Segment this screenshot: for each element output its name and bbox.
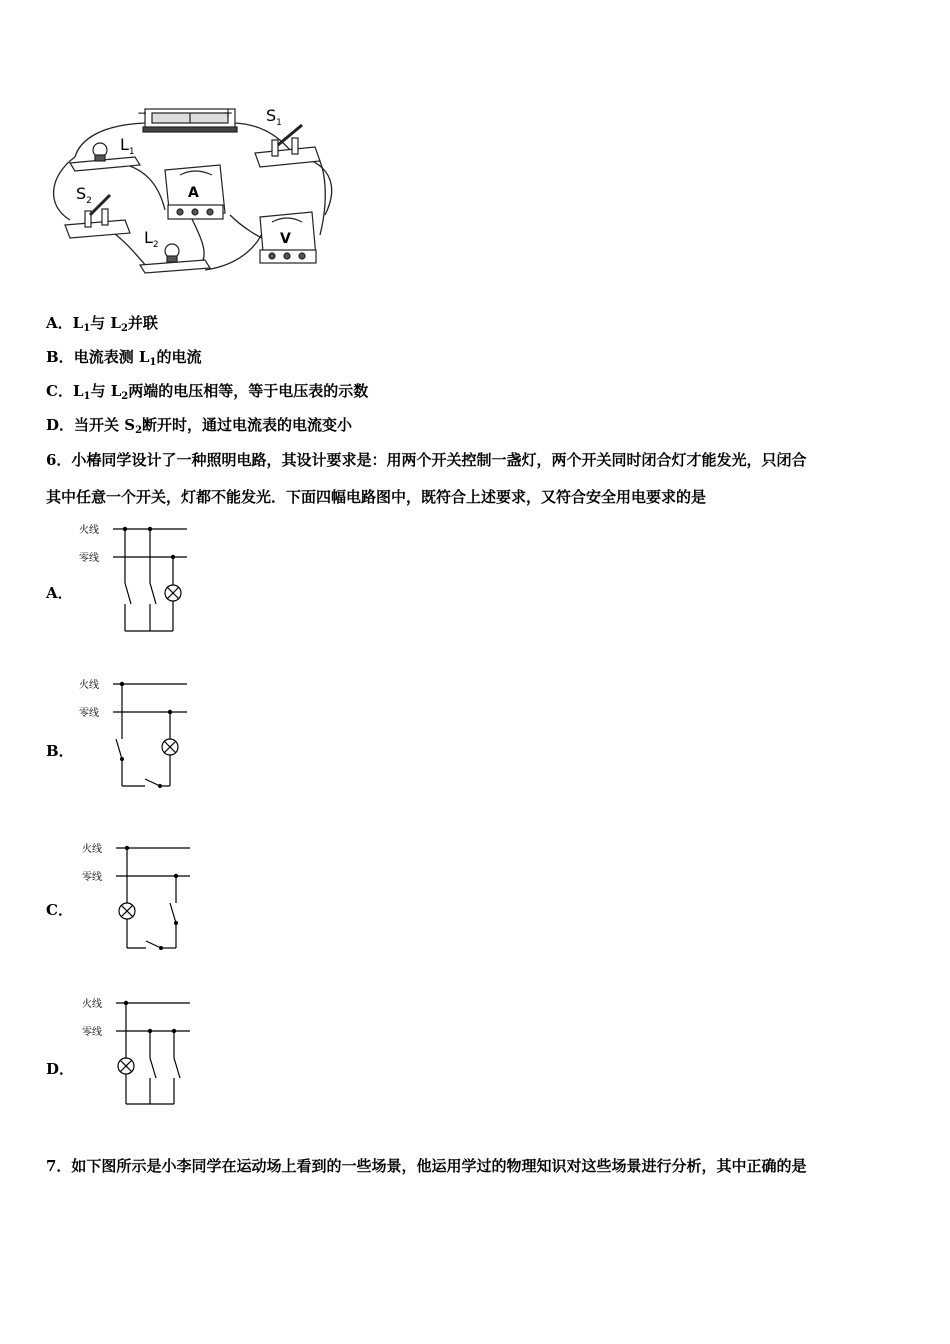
switch-s2 <box>65 195 130 238</box>
label-l1: $L_1$ <box>120 135 135 157</box>
neutral-wire-label: 零线 <box>79 708 99 719</box>
live-wire-label: 火线 <box>82 999 102 1010</box>
label-l2: $L_2$ <box>144 228 159 250</box>
label-s1: $S_1$ <box>266 106 282 128</box>
switch-s1 <box>255 125 320 167</box>
q6-circuit-b <box>75 673 195 791</box>
q7-stem: 7．如下图所示是小李同学在运动场上看到的一些场景，他运用学过的物理知识对这些场景进行分析，其中正确的是 <box>46 1157 807 1175</box>
ammeter-label: A <box>188 185 199 201</box>
battery-minus-label: − <box>137 106 148 120</box>
q6-option-c[interactable]: C． <box>46 901 73 919</box>
q5-option-d[interactable]: D．当开关 $S_2$断开时，通过电流表的电流变小 <box>46 416 353 436</box>
q6-circuit-a <box>75 518 195 636</box>
q6-option-d[interactable]: D． <box>46 1060 75 1078</box>
q6-circuit-c <box>78 837 198 955</box>
q5-option-b[interactable]: B．电流表测 $L_1$的电流 <box>46 348 202 368</box>
q5-option-c[interactable]: C．$L_1$与 $L_2$两端的电压相等，等于电压表的示数 <box>46 382 369 402</box>
live-wire-label: 火线 <box>79 680 99 691</box>
live-wire-label: 火线 <box>79 525 99 536</box>
neutral-wire-label: 零线 <box>82 1027 102 1038</box>
label-s2: $S_2$ <box>76 184 92 206</box>
neutral-wire-label: 零线 <box>82 872 102 883</box>
q6-circuit-d <box>78 992 198 1110</box>
q6-stem-line1: 6．小椿同学设计了一种照明电路，其设计要求是：用两个开关控制一盏灯，两个开关同时闭合灯才能发光，只闭合 <box>46 451 807 469</box>
q6-option-b[interactable]: B． <box>46 742 74 760</box>
bulb-l2 <box>140 244 210 273</box>
q5-circuit-figure <box>40 95 340 285</box>
live-wire-label: 火线 <box>82 844 102 855</box>
q5-option-a[interactable]: A．$L_1$与 $L_2$并联 <box>46 314 158 334</box>
battery-plus-label: + <box>223 106 234 120</box>
voltmeter-label: V <box>280 231 291 247</box>
q6-stem-line2: 其中任意一个开关，灯都不能发光．下面四幅电路图中，既符合上述要求，又符合安全用电要求的是 <box>46 488 707 506</box>
q6-option-a[interactable]: A． <box>46 584 73 602</box>
neutral-wire-label: 零线 <box>79 553 99 564</box>
